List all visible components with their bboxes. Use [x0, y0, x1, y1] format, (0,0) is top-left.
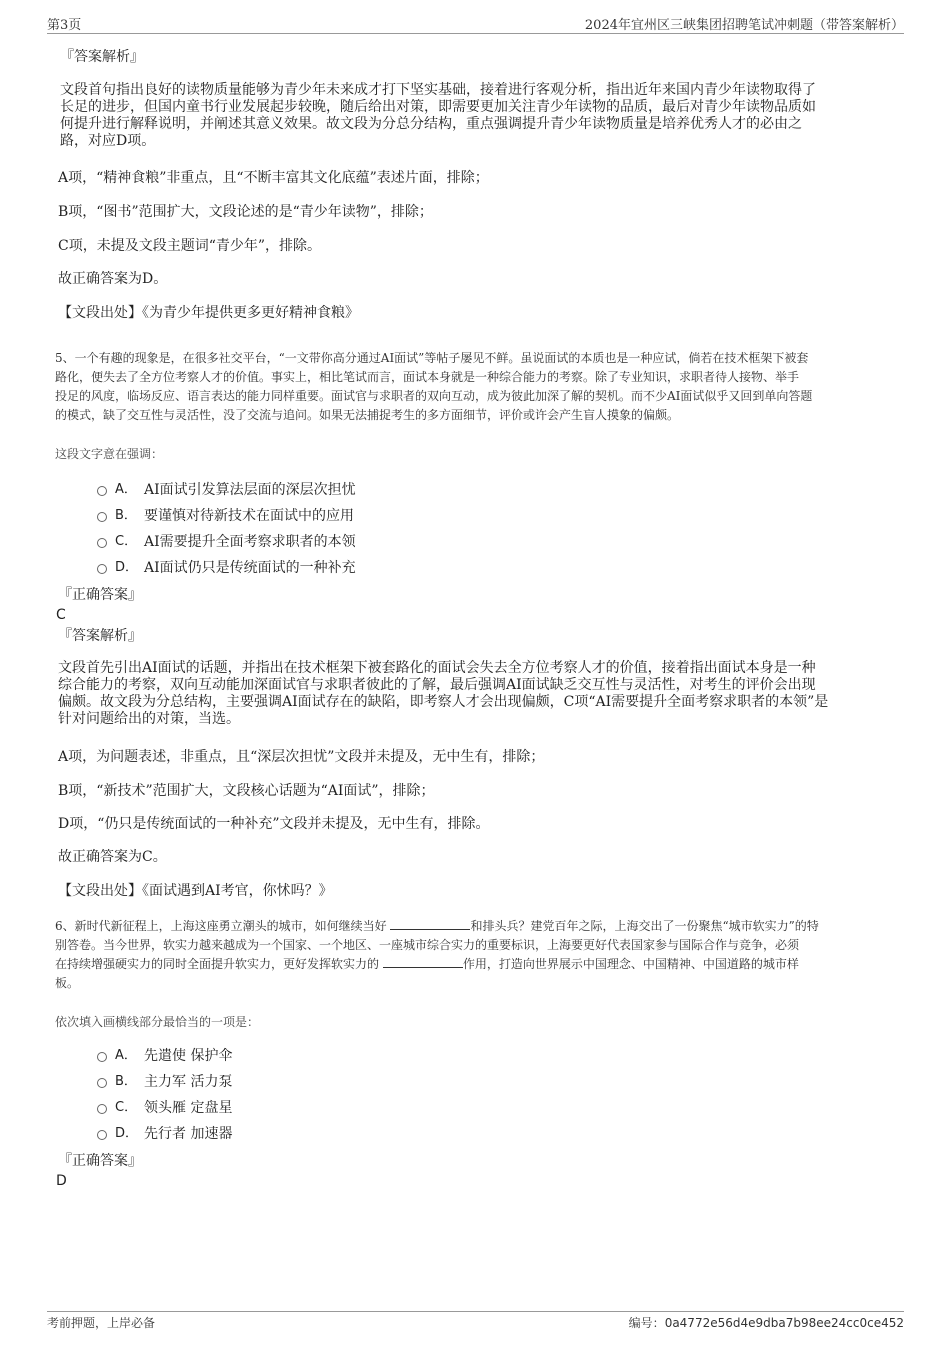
analysis-line: 文段首句指出良好的读物质量能够为青少年未来成才打下坚实基础，接着进行客观分析，指出近年来国内青少年读物取得了 [60, 82, 816, 98]
option-letter: C． [115, 1100, 138, 1115]
option-text: 要谨慎对待新技术在面试中的应用 [144, 508, 354, 524]
radio-button[interactable] [97, 1130, 107, 1140]
stem-line: 别答卷。当今世界，软实力越来越成为一个国家、一个地区、一座城市综合实力的重要标识，上海要更好代表国家参与国际合作与竞争，必须 [55, 938, 800, 952]
header-divider [47, 33, 904, 34]
question-5-prompt: 这段文字意在强调： [55, 447, 164, 461]
question-6-stem [55, 917, 819, 993]
option-note: B项，“新技术”范围扩大，文段核心话题为“AI面试”，排除； [58, 783, 435, 799]
stem-line: 路化，便失去了全方位考察人才的价值。事实上，相比笔试而言，面试本身就是一种综合能力的考察。除了专业知识，求职者待人接物、举手 [55, 370, 800, 384]
fill-blank-1 [390, 917, 470, 930]
stem-line: 投足的风度，临场反应、语言表达的能力同样重要。面试官与求职者的双向互动，成为彼此加深了解的契机。而不少AI面试似乎又回到单向答题 [55, 389, 813, 403]
option-letter: D． [115, 560, 139, 575]
option-note: B项，“图书”范围扩大，文段论述的是“青少年读物”，排除； [58, 204, 433, 220]
option-letter: C． [115, 534, 138, 549]
radio-button[interactable] [97, 1078, 107, 1088]
option-letter: B． [115, 508, 137, 523]
option-letter: B． [115, 1074, 137, 1089]
radio-button[interactable] [97, 1052, 107, 1062]
stem-text: 作用，打造向世界展示中国理念、中国精神、中国道路的城市样 [462, 957, 799, 971]
analysis-line: 文段首先引出AI面试的话题，并指出在技术框架下被套路化的面试会失去全方位考察人才的价值，接着指出面试本身是一种 [58, 660, 816, 676]
stem-line [55, 917, 819, 936]
source-citation: 【文段出处】《面试遇到AI考官，你怵吗？》 [58, 883, 333, 899]
analysis-line: 针对问题给出的对策，当选。 [58, 711, 240, 727]
option-note: A项，“精神食粮”非重点，且“不断丰富其文化底蕴”表述片面，排除； [58, 170, 489, 186]
radio-button[interactable] [97, 1104, 107, 1114]
option-text: AI需要提升全面考察求职者的本领 [144, 534, 356, 550]
option-text: 先行者 加速器 [144, 1126, 233, 1142]
radio-button[interactable] [97, 486, 107, 496]
question-6-prompt: 依次填入画横线部分最恰当的一项是： [55, 1015, 260, 1029]
page-footer [47, 1314, 904, 1334]
answer-label: 『正确答案』 [58, 1153, 142, 1169]
source-citation: 【文段出处】《为青少年提供更多更好精神食粮》 [58, 305, 359, 321]
analysis-label: 『答案解析』 [60, 49, 144, 65]
option-text: 主力军 活力泵 [144, 1074, 233, 1090]
option-note: D项，“仍只是传统面试的一种补充”文段并未提及，无中生有，排除。 [58, 816, 490, 832]
page-number: 第3页 [47, 18, 82, 33]
option-text: 先遣使 保护伞 [144, 1048, 233, 1064]
footer-slogan: 考前押题，上岸必备 [47, 1316, 156, 1330]
stem-line: 板。 [55, 976, 80, 990]
radio-button[interactable] [97, 538, 107, 548]
answer-value: C [56, 607, 66, 623]
page-header [47, 14, 904, 34]
analysis-text [60, 82, 816, 150]
correct-answer-statement: 故正确答案为D。 [58, 271, 168, 287]
answer-label: 『正确答案』 [58, 587, 142, 603]
stem-text: 6、新时代新征程上，上海这座勇立潮头的城市，如何继续当好 [55, 919, 391, 933]
analysis-line: 长足的进步，但国内童书行业发展起步较晚，随后给出对策，即需要更加关注青少年读物的品质，最后对青少年读物品质如 [60, 99, 816, 115]
radio-button[interactable] [97, 564, 107, 574]
analysis-line: 偏颇。故文段为分总结构，主要强调AI面试存在的缺陷，即考察人才会出现偏颇，C项“AI需要提升全面考察求职者的本领”是 [58, 694, 829, 710]
stem-text: 在持续增强硬实力的同时全面提升软实力，更好发挥软实力的 [55, 957, 383, 971]
document-code [629, 1314, 904, 1331]
option-letter: A． [115, 482, 137, 497]
correct-answer-statement: 故正确答案为C。 [58, 849, 167, 865]
option-text: 领头雁 定盘星 [144, 1100, 233, 1116]
option-note: A项，为问题表述，非重点，且“深层次担忧”文段并未提及，无中生有，排除； [58, 749, 545, 765]
option-text: AI面试仍只是传统面试的一种补充 [144, 560, 356, 576]
option-text: AI面试引发算法层面的深层次担忧 [144, 482, 356, 498]
code-value: 0a4772e56d4e9dba7b98ee24cc0ce452 [664, 1316, 904, 1330]
code-label: 编号： [628, 1316, 665, 1330]
stem-line: 的模式，缺了交互性与灵活性，没了交流与追问。如果无法捕捉考生的多方面细节，评价或许会产生盲人摸象的偏颇。 [55, 408, 680, 422]
stem-line: 5、一个有趣的现象是，在很多社交平台，“一文带你高分通过AI面试”等帖子屡见不鲜。虽说面试的本质也是一种应试，倘若在技术框架下被套 [55, 351, 809, 365]
analysis-label: 『答案解析』 [58, 628, 142, 644]
analysis-text [58, 660, 828, 728]
stem-line [55, 955, 819, 974]
option-letter: D． [115, 1126, 139, 1141]
fill-blank-2 [383, 955, 463, 968]
footer-divider [47, 1311, 904, 1312]
question-5-stem [55, 349, 812, 425]
analysis-line: 路，对应D项。 [60, 133, 156, 149]
stem-text: 和排头兵？建党百年之际，上海交出了一份聚焦“城市软实力”的特 [470, 919, 819, 933]
analysis-line: 何提升进行解释说明，并阐述其意义效果。故文段为分总分结构，重点强调提升青少年读物质量是培养优秀人才的必由之 [60, 116, 802, 132]
analysis-line: 综合能力的考察，双向互动能加深面试官与求职者彼此的了解，最后强调AI面试缺乏交互性与灵活性，对考生的评价会出现 [58, 677, 816, 693]
option-letter: A． [115, 1048, 137, 1063]
answer-value: D [56, 1173, 67, 1189]
radio-button[interactable] [97, 512, 107, 522]
document-title: 2024年宜州区三峡集团招聘笔试冲刺题（带答案解析） [584, 18, 904, 33]
option-note: C项，未提及文段主题词“青少年”，排除。 [58, 238, 322, 254]
